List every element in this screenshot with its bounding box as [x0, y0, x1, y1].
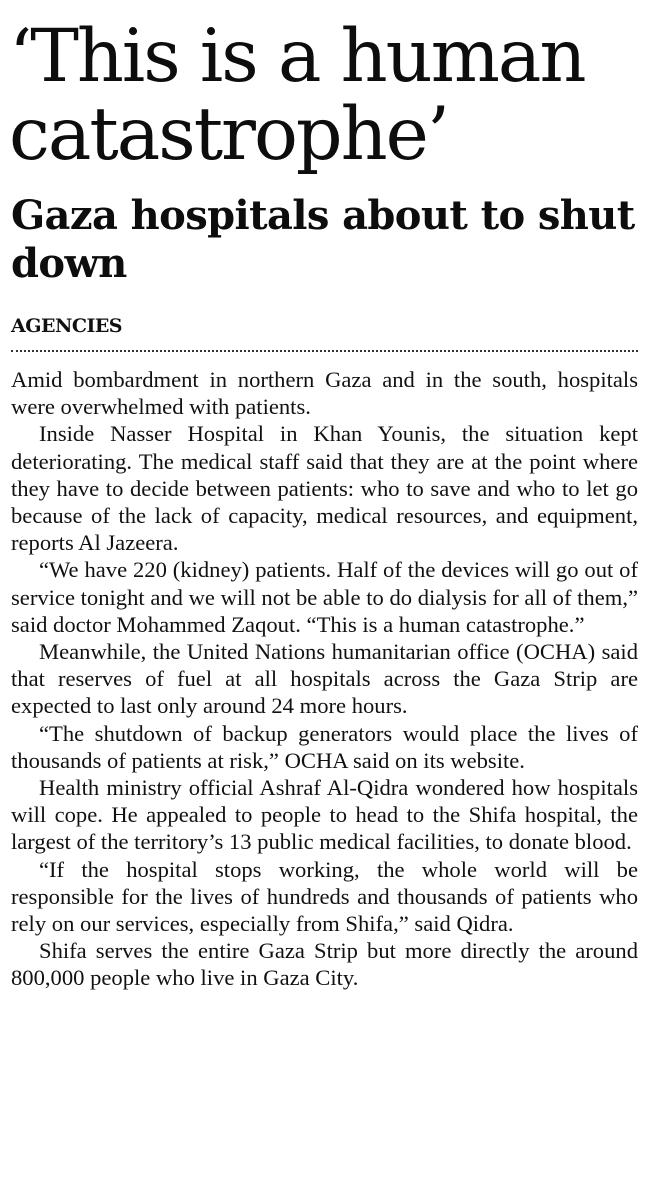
paragraph: “The shutdown of backup generators would place the lives of thousands of patients at risk,” OCHA said on its website.	[11, 720, 638, 773]
paragraph: Inside Nasser Hospital in Khan Younis, the situation kept deteriorating. The medical staff said that they are at the point where they have to decide between patients: who to save and who to let go because of the lack of capacity, medical resources, and equipment, reports Al Jazeera.	[11, 421, 638, 556]
byline: AGENCIES	[11, 315, 123, 337]
headline: ‘This is a human catastrophe’	[9, 14, 585, 177]
paragraph: “We have 220 (kidney) patients. Half of the devices will go out of service tonight and we will not be able to do dialysis for all of them,” said doctor Mohammed Zaqout. “This is a human catastrophe.”	[11, 557, 638, 637]
paragraph: Amid bombardment in northern Gaza and in the south, hospitals were overwhelmed with patients.	[11, 367, 638, 420]
paragraph: “If the hospital stops working, the whole world will be responsible for the lives of hundreds and thousands of patients who rely on our services, especially from Shifa,” said Qidra.	[11, 856, 638, 937]
paragraph: Health ministry official Ashraf Al-Qidra wondered how hospitals will cope. He appealed to people to head to the Shifa hospital, the largest of the territory’s 13 public medical facilities, to donate blood.	[11, 775, 638, 855]
article-body	[11, 366, 638, 992]
paragraph: Meanwhile, the United Nations humanitarian office (OCHA) said that reserves of fuel at all hospitals across the Gaza Strip are expected to last only around 24 more hours.	[11, 639, 638, 719]
paragraph: Shifa serves the entire Gaza Strip but more directly the around 800,000 people who live in Gaza City.	[11, 938, 638, 991]
subheadline: Gaza hospitals about to shut down	[11, 192, 635, 287]
dotted-divider	[11, 350, 638, 352]
